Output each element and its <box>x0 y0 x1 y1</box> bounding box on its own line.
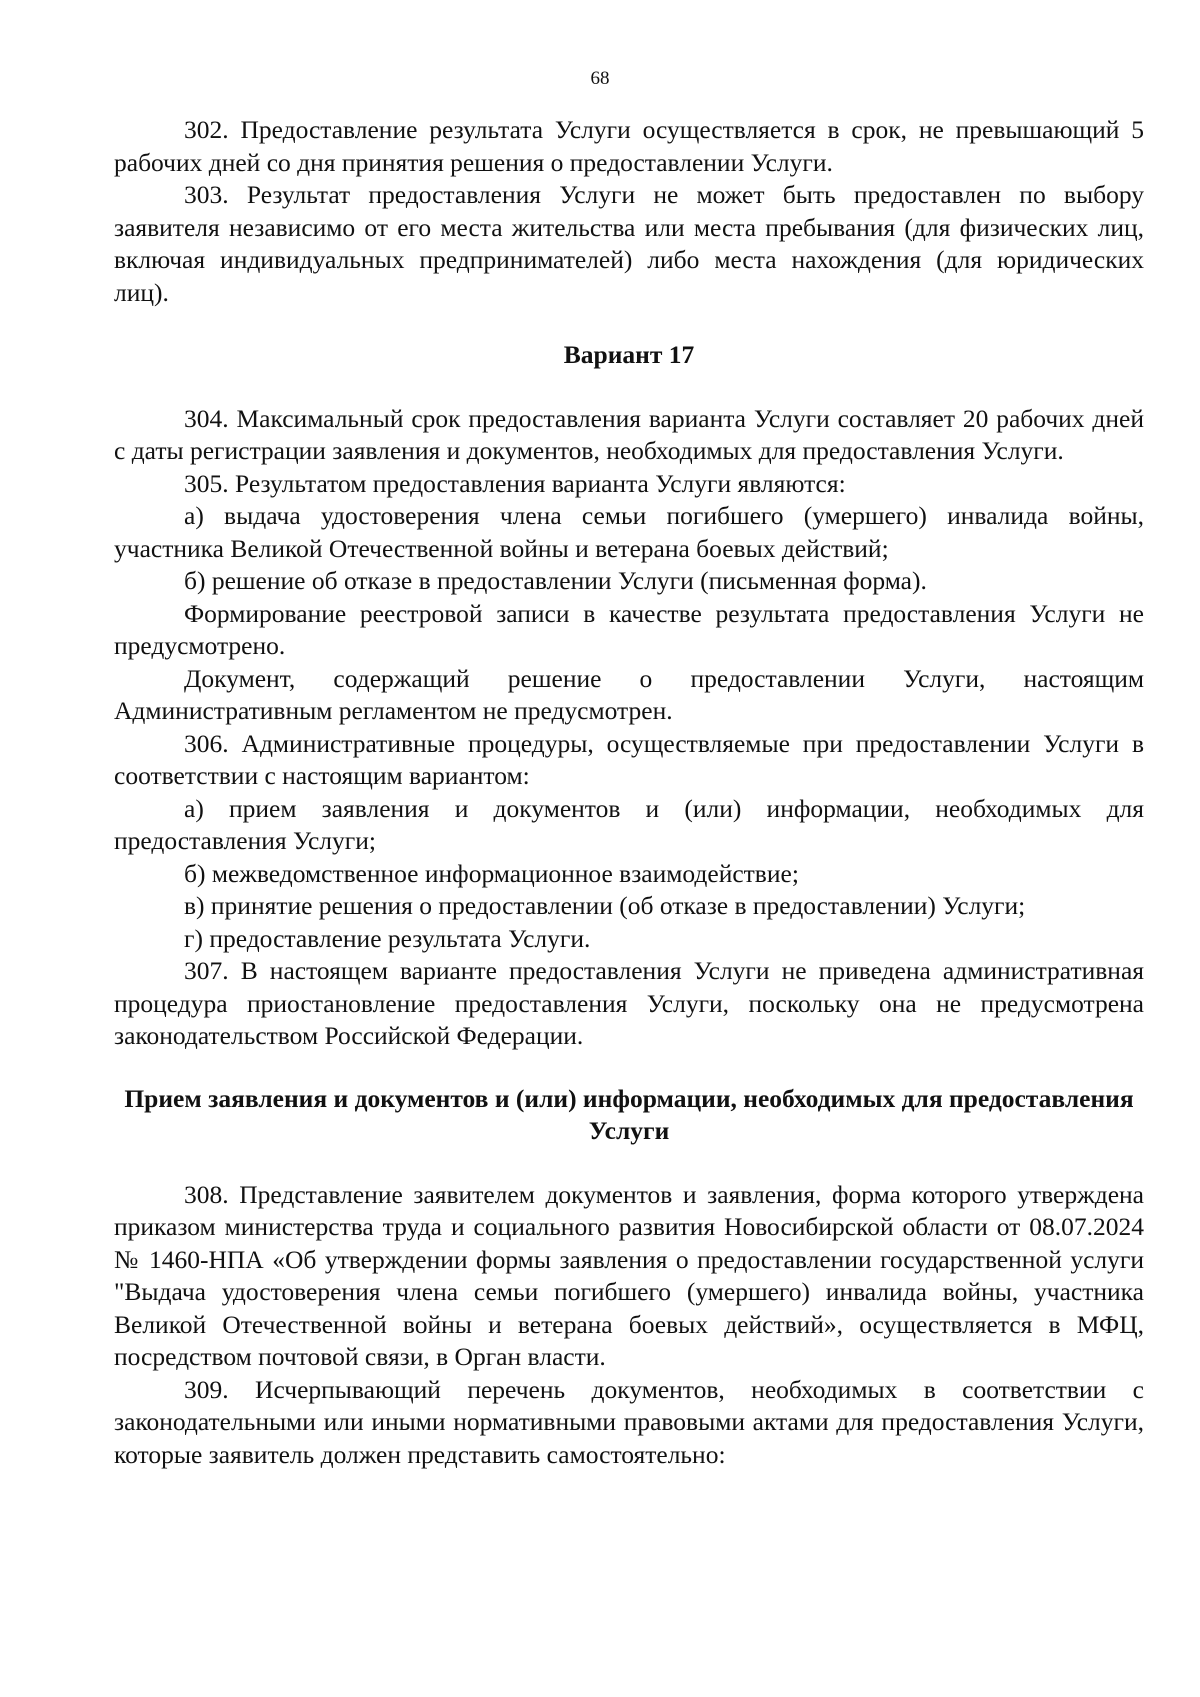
list-item-306-g: г) предоставление результата Услуги. <box>184 923 591 953</box>
paragraph-306: 306. Административные процедуры, осуществляемые при предоставлении Услуги в соответствии с настоящим вариантом: <box>114 728 1144 790</box>
page-number: 68 <box>590 68 610 89</box>
paragraph-307: 307. В настоящем варианте предоставления Услуги не приведена административная процедура приостановление предоставления Услуги, поскольку она не предусмотрена законодательством Российской Федерации. <box>114 956 1144 1050</box>
list-item-305-b: б) решение об отказе в предоставлении Услуги (письменная форма). <box>184 566 927 595</box>
list-item-306-b: б) межведомственное информационное взаимодействие; <box>184 858 799 888</box>
section-heading-variant-17: Вариант 17 <box>563 340 695 369</box>
paragraph-303: 303. Результат предоставления Услуги не может быть предоставлен по выбору заявителя независимо от его места жительства или места пребывания (для физических лиц, включая индивидуальных предпринимателей) либо места нахождения (для юридических лиц). <box>114 180 1144 307</box>
paragraph-registry-record: Формирование реестровой записи в качестве результата предоставления Услуги не предусмотрено. <box>114 598 1144 660</box>
section-heading-application-intake: Прием заявления и документов и (или) информации, необходимых для предоставления Услуги <box>124 1083 1134 1145</box>
list-item-305-a: а) выдача удостоверения члена семьи погибшего (умершего) инвалида войны, участника Великой Отечественной войны и ветерана боевых действий; <box>114 501 1144 563</box>
paragraph-305: 305. Результатом предоставления варианта Услуги являются: <box>184 468 846 498</box>
paragraph-309: 309. Исчерпывающий перечень документов, необходимых в соответствии с законодательными или иными нормативными правовыми актами для предоставления Услуги, которые заявитель должен представить самостоятельно: <box>114 1374 1144 1469</box>
list-item-306-a: а) прием заявления и документов и (или) информации, необходимых для предоставления Услуги; <box>114 793 1144 855</box>
list-item-306-v: в) принятие решения о предоставлении (об отказе в предоставлении) Услуги; <box>184 891 1026 920</box>
paragraph-302: 302. Предоставление результата Услуги осуществляется в срок, не превышающий 5 рабочих дней со дня принятия решения о предоставлении Услуги. <box>114 115 1144 177</box>
document-body <box>114 114 1144 1471</box>
paragraph-308: 308. Представление заявителем документов и заявления, форма которого утверждена приказом министерства труда и социального развития Новосибирской области от 08.07.2024 № 1460-НПА «Об утверждении формы заявления о предоставлении государственной услуги "Выдача удостоверения члена семьи погибшего (умершего) инвалида войны, участника Великой Отечественной войны и ветерана боевых действий», осуществляется в МФЦ, посредством почтовой связи, в Орган власти. <box>114 1179 1144 1371</box>
paragraph-decision-document: Документ, содержащий решение о предоставлении Услуги, настоящим Административным регламентом не предусмотрен. <box>114 663 1144 725</box>
paragraph-304: 304. Максимальный срок предоставления варианта Услуги составляет 20 рабочих дней с даты регистрации заявления и документов, необходимых для предоставления Услуги. <box>114 403 1144 465</box>
